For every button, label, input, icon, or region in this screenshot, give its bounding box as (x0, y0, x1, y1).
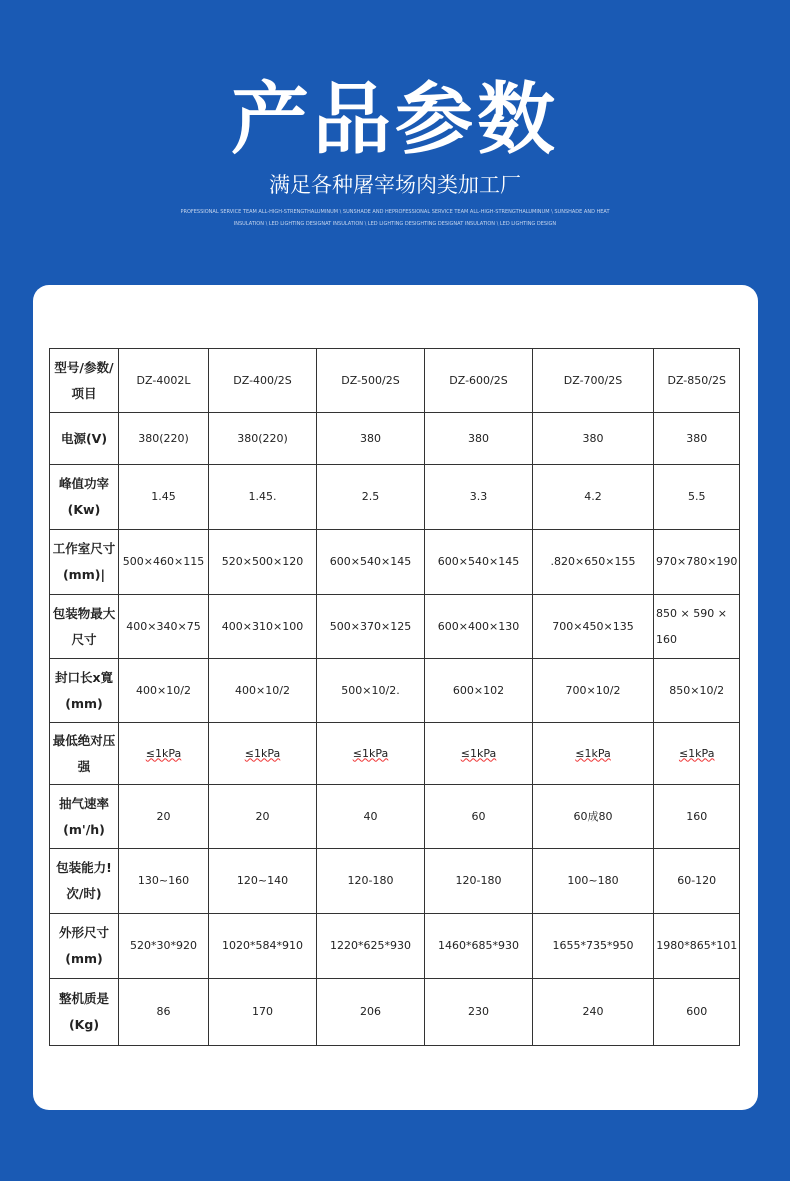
table-cell: 60成80 (533, 785, 654, 849)
table-cell: 380(220) (119, 413, 209, 465)
model-name-cell: DZ-400/2S (209, 349, 317, 413)
table-cell: 380 (425, 413, 533, 465)
table-cell: ≤1kPa (425, 723, 533, 785)
row-label: 整机质是(Kg) (50, 979, 119, 1046)
table-cell: ≤1kPa (209, 723, 317, 785)
table-row (50, 785, 740, 849)
model-name-cell: DZ-700/2S (533, 349, 654, 413)
table-cell: 500×10/2. (317, 659, 425, 723)
table-cell: 160 (654, 785, 740, 849)
page-subtitle: 满足各种屠宰场肉类加工厂 (269, 173, 521, 197)
table-cell: 86 (119, 979, 209, 1046)
row-label: 外形尺寸(mm) (50, 914, 119, 979)
table-cell: 1655*735*950 (533, 914, 654, 979)
table-row (50, 979, 740, 1046)
table-cell: 520*30*920 (119, 914, 209, 979)
table-cell: 5.5 (654, 465, 740, 530)
table-row (50, 723, 740, 785)
table-cell: 600 (654, 979, 740, 1046)
model-name-cell: DZ-600/2S (425, 349, 533, 413)
model-name-cell: DZ-500/2S (317, 349, 425, 413)
table-cell: 380 (654, 413, 740, 465)
table-cell: 120~140 (209, 849, 317, 914)
row-label: 峰值功宰(Kw) (50, 465, 119, 530)
table-cell: 4.2 (533, 465, 654, 530)
model-name-cell: DZ-850/2S (654, 349, 740, 413)
table-cell: 230 (425, 979, 533, 1046)
table-cell: 1.45 (119, 465, 209, 530)
row-label: 包装物最大尺寸 (50, 595, 119, 659)
table-cell: 120-180 (425, 849, 533, 914)
table-cell: 3.3 (425, 465, 533, 530)
table-cell: 40 (317, 785, 425, 849)
table-cell: 400×10/2 (119, 659, 209, 723)
row-label: 工作室尺寸(mm)| (50, 530, 119, 595)
table-row (50, 595, 740, 659)
table-cell: 400×310×100 (209, 595, 317, 659)
table-cell: 120-180 (317, 849, 425, 914)
page-title: 产品参数 (230, 75, 559, 165)
table-cell: 850 × 590 × 160 (654, 595, 740, 659)
table-cell: 970×780×190 (654, 530, 740, 595)
row-label: 包装能力!次/时) (50, 849, 119, 914)
table-cell: 500×460×115 (119, 530, 209, 595)
spec-table (49, 348, 740, 1046)
table-cell: 60-120 (654, 849, 740, 914)
table-cell: 100~180 (533, 849, 654, 914)
table-cell: 20 (209, 785, 317, 849)
table-cell: 400×10/2 (209, 659, 317, 723)
table-cell: 600×540×145 (317, 530, 425, 595)
table-cell: ≤1kPa (654, 723, 740, 785)
table-row (50, 849, 740, 914)
table-row (50, 530, 740, 595)
row-label: 抽气速率(m'/h) (50, 785, 119, 849)
spec-card (33, 285, 758, 1110)
table-row (50, 413, 740, 465)
table-cell: ≤1kPa (119, 723, 209, 785)
table-cell: 206 (317, 979, 425, 1046)
table-header-row (50, 349, 740, 413)
table-cell: 1220*625*930 (317, 914, 425, 979)
table-cell: 130~160 (119, 849, 209, 914)
table-cell: 170 (209, 979, 317, 1046)
table-cell: 700×450×135 (533, 595, 654, 659)
table-cell: 500×370×125 (317, 595, 425, 659)
table-cell: 20 (119, 785, 209, 849)
table-cell: ≤1kPa (533, 723, 654, 785)
table-cell: .820×650×155 (533, 530, 654, 595)
table-cell: 600×400×130 (425, 595, 533, 659)
table-cell: 600×540×145 (425, 530, 533, 595)
table-cell: 380(220) (209, 413, 317, 465)
table-cell: 240 (533, 979, 654, 1046)
table-cell: 2.5 (317, 465, 425, 530)
tagline: PROFESSIONAL SERVICE TEAM ALL-HIGH-STRENGTHALUMINUM \ SUNSHADE AND HEPROFESSIONAL SERVICE TEAM ALL-HIGH-STRENGTHALUMINUM \ SUNSHADE AND HEAT INSULATION \ LED LIGHTING DESIGNAT INSULATION \ LED LIGHTING DESIGHTING DESIGNAT INSULATION \ LED LIGHTING DESIGN (180, 209, 610, 227)
table-cell: 60 (425, 785, 533, 849)
table-cell: 700×10/2 (533, 659, 654, 723)
table-row (50, 659, 740, 723)
row-label: 最低绝对压强 (50, 723, 119, 785)
row-label: 型号/参数/项目 (50, 349, 119, 413)
row-label: 封口长x寬(mm) (50, 659, 119, 723)
table-cell: 400×340×75 (119, 595, 209, 659)
table-cell: 380 (317, 413, 425, 465)
table-cell: ≤1kPa (317, 723, 425, 785)
model-name-cell: DZ-4002L (119, 349, 209, 413)
table-cell: 380 (533, 413, 654, 465)
row-label: 电源(V) (50, 413, 119, 465)
table-cell: 1020*584*910 (209, 914, 317, 979)
table-cell: 850×10/2 (654, 659, 740, 723)
table-row (50, 914, 740, 979)
table-cell: 1460*685*930 (425, 914, 533, 979)
table-cell: 1980*865*101 (654, 914, 740, 979)
table-cell: 1.45. (209, 465, 317, 530)
table-row (50, 465, 740, 530)
table-cell: 600×102 (425, 659, 533, 723)
table-cell: 520×500×120 (209, 530, 317, 595)
